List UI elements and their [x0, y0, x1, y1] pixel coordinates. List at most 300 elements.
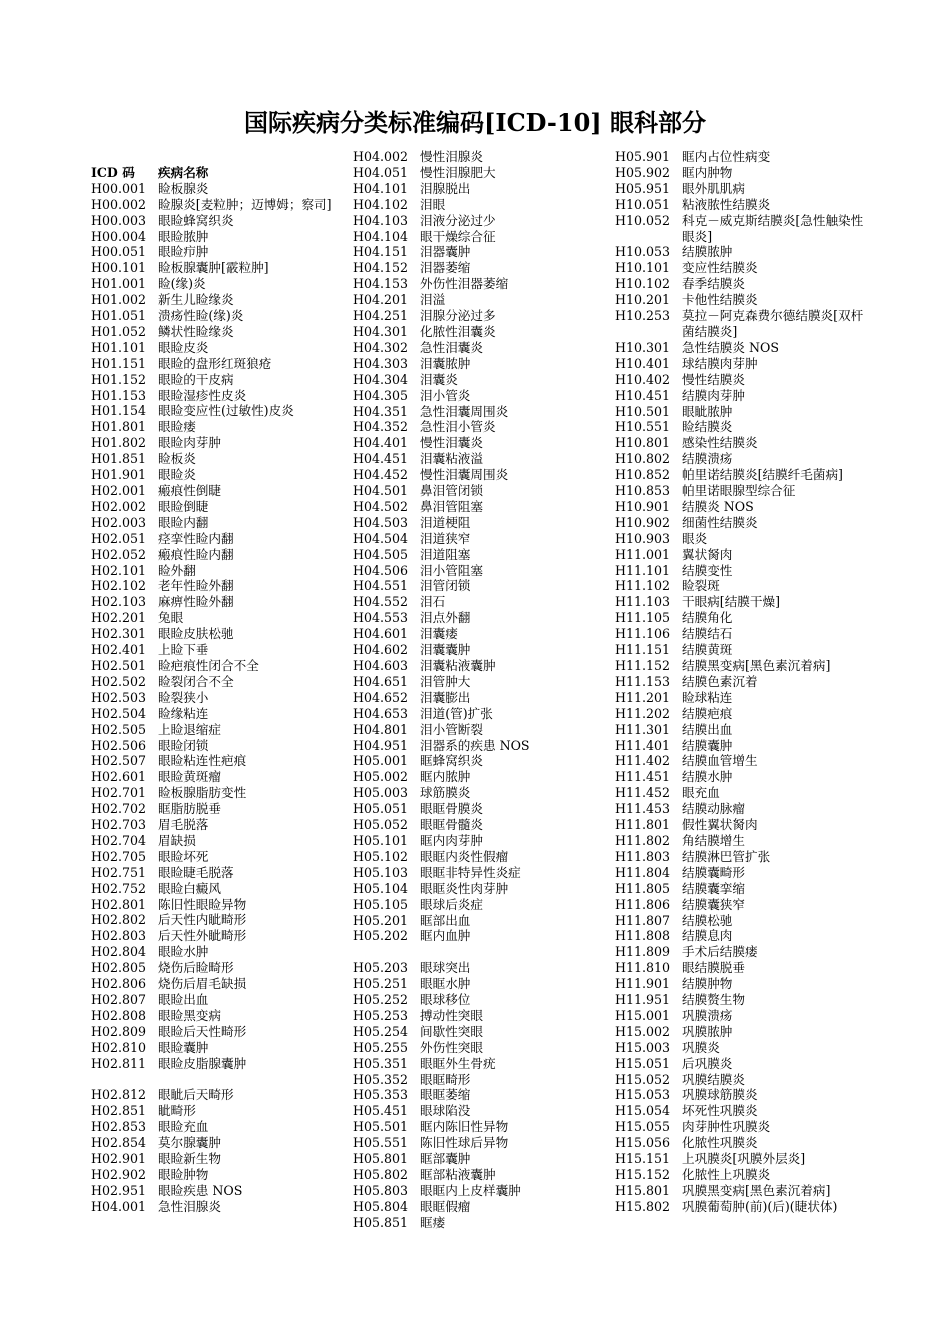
- icd-code: H11.453: [615, 801, 671, 817]
- table-row: [353, 928, 603, 944]
- disease-name: 结膜角化: [682, 610, 733, 626]
- disease-name: 后天性外眦畸形: [158, 928, 247, 944]
- disease-name: 眼球突出: [420, 960, 471, 976]
- icd-code: H02.705: [91, 848, 147, 864]
- disease-name: 眼眶内炎性假瘤: [420, 848, 509, 864]
- icd-code: H05.104: [353, 880, 409, 896]
- icd-code: H04.601: [353, 626, 409, 642]
- disease-name: 急性泪小管炎: [420, 419, 496, 435]
- disease-name: 眼睑肉芽肿: [158, 435, 221, 451]
- table-row: [91, 276, 341, 292]
- table-row: [91, 451, 341, 467]
- disease-name: 搏动性突眼: [420, 1007, 483, 1023]
- disease-name: 眼睑水肿: [158, 944, 209, 960]
- disease-name: 泪道狭窄: [420, 530, 471, 546]
- icd-code: H04.551: [353, 578, 409, 594]
- icd-code: H15.055: [615, 1119, 671, 1135]
- table-row: [615, 340, 867, 356]
- icd-code: H11.808: [615, 928, 671, 944]
- table-row: [615, 690, 867, 706]
- table-row: [615, 1135, 867, 1151]
- disease-name: 结膜动脉瘤: [682, 801, 745, 817]
- disease-name: 莫拉－阿克森费尔德结膜炎[双杆菌结膜炎]: [682, 308, 864, 339]
- icd-code: H15.054: [615, 1103, 671, 1119]
- disease-name: 眼睑黑变病: [158, 1007, 221, 1023]
- disease-name: 兔眼: [158, 610, 184, 626]
- disease-name: 痉挛性睑内翻: [158, 530, 234, 546]
- disease-name: 泪溢: [420, 292, 446, 308]
- disease-name: 结膜囊畸形: [682, 864, 745, 880]
- icd-code: H05.052: [353, 817, 409, 833]
- icd-code: H04.652: [353, 689, 409, 705]
- table-row: [353, 833, 603, 849]
- table-row: [615, 451, 867, 467]
- icd-code: H04.102: [353, 196, 409, 212]
- icd-code: H00.101: [91, 260, 147, 276]
- icd-code: H04.304: [353, 371, 409, 387]
- disease-name: 眶部粘液囊肿: [420, 1166, 496, 1182]
- disease-name: 眉缺损: [158, 832, 196, 848]
- table-row: [91, 626, 341, 642]
- table-row: [615, 419, 867, 435]
- icd-code: H02.101: [91, 562, 147, 578]
- icd-code: H05.803: [353, 1182, 409, 1198]
- icd-code: H11.802: [615, 832, 671, 848]
- disease-name: 泪管闭锁: [420, 578, 471, 594]
- disease-name: 眼眦后天畸形: [158, 1087, 234, 1103]
- icd-code: H11.301: [615, 721, 671, 737]
- disease-name: 老年性睑外翻: [158, 578, 234, 594]
- icd-code: H05.202: [353, 928, 409, 944]
- disease-name: 眼球移位: [420, 992, 471, 1008]
- icd-code: H04.305: [353, 387, 409, 403]
- disease-name: 春季结膜炎: [682, 276, 745, 292]
- table-row: [91, 944, 341, 960]
- table-row: [353, 197, 603, 213]
- table-row: [353, 547, 603, 563]
- icd-code: H10.401: [615, 355, 671, 371]
- icd-code: H11.810: [615, 960, 671, 976]
- table-row: [91, 1024, 341, 1040]
- disease-name: 眼睑新生物: [158, 1151, 221, 1167]
- disease-name: 眼眦脓肿: [682, 403, 733, 419]
- icd-code: H01.052: [91, 323, 147, 339]
- disease-name: 睑(缘)炎: [158, 276, 206, 292]
- disease-name: 眼睑出血: [158, 992, 209, 1008]
- disease-name: 鳞状性睑缘炎: [158, 323, 234, 339]
- disease-name: 眼结膜脱垂: [682, 960, 745, 976]
- disease-name: 眼睑内翻: [158, 514, 209, 530]
- icd-code: H02.752: [91, 880, 147, 896]
- icd-code: H15.002: [615, 1023, 671, 1039]
- disease-name: 睑板腺脂肪变性: [158, 785, 247, 801]
- table-row: [91, 610, 341, 626]
- table-row: [91, 1087, 341, 1103]
- icd-code: H11.901: [615, 976, 671, 992]
- icd-code: H04.051: [353, 164, 409, 180]
- icd-code: H04.001: [91, 1198, 147, 1214]
- icd-code: H00.001: [91, 180, 147, 196]
- icd-code: H05.352: [353, 1071, 409, 1087]
- table-row: [615, 515, 867, 531]
- icd-code: H04.503: [353, 514, 409, 530]
- table-row: [353, 642, 603, 658]
- icd-code: H05.253: [353, 1007, 409, 1023]
- table-row: [91, 515, 341, 531]
- disease-name: 结膜黄斑: [682, 642, 733, 658]
- disease-name: 泪道阻塞: [420, 546, 471, 562]
- disease-name: 眼眶内上皮样囊肿: [420, 1182, 521, 1198]
- disease-name: 眼睑充血: [158, 1119, 209, 1135]
- table-row: [615, 165, 867, 181]
- table-row: [91, 722, 341, 738]
- icd-code: H01.051: [91, 308, 147, 324]
- disease-name: 后巩膜炎: [682, 1055, 733, 1071]
- table-row: [91, 881, 341, 897]
- table-row: [615, 753, 867, 769]
- icd-code: H04.302: [353, 339, 409, 355]
- table-row: [615, 1167, 867, 1183]
- table-row: [353, 913, 603, 929]
- table-row: [91, 897, 341, 913]
- icd-code: H00.003: [91, 212, 147, 228]
- icd-code: H10.853: [615, 483, 671, 499]
- table-row: [615, 149, 867, 165]
- icd-code: H05.252: [353, 992, 409, 1008]
- disease-name: 眼睑睫毛脱落: [158, 864, 234, 880]
- disease-name: 眦畸形: [158, 1103, 196, 1119]
- table-row: [353, 897, 603, 913]
- table-row: [91, 419, 341, 435]
- icd-code: H02.003: [91, 514, 147, 530]
- icd-code: H15.151: [615, 1151, 671, 1167]
- table-row: [353, 594, 603, 610]
- icd-code: H05.353: [353, 1087, 409, 1103]
- disease-name: 结膜囊狭窄: [682, 896, 745, 912]
- icd-code: H11.152: [615, 658, 671, 673]
- icd-code: H11.103: [615, 594, 671, 610]
- table-row: [353, 340, 603, 356]
- table-row: [615, 356, 867, 372]
- disease-name: 外伤性突眼: [420, 1039, 483, 1055]
- table-row: [353, 817, 603, 833]
- table-row: [91, 1056, 341, 1072]
- row-spacer: [91, 1072, 341, 1088]
- table-row: [615, 992, 867, 1008]
- icd-code: H01.101: [91, 339, 147, 355]
- table-row: [353, 1087, 603, 1103]
- disease-name: 慢性泪囊周围炎: [420, 467, 509, 483]
- disease-name: 粘液脓性结膜炎: [682, 196, 771, 212]
- icd-code: H04.153: [353, 276, 409, 292]
- icd-code: H02.901: [91, 1151, 147, 1167]
- disease-name: 鼻泪管闭锁: [420, 483, 483, 499]
- icd-code: H04.603: [353, 658, 409, 673]
- icd-code: H05.551: [353, 1135, 409, 1151]
- disease-name: 化脓性泪囊炎: [420, 323, 496, 339]
- disease-name: 眼睑疖肿: [158, 244, 209, 260]
- disease-name: 泪眼: [420, 196, 446, 212]
- table-row: [615, 674, 867, 690]
- disease-name: 泪器囊肿: [420, 244, 471, 260]
- icd-code: H02.503: [91, 689, 147, 705]
- disease-name: 球筋膜炎: [420, 785, 471, 801]
- disease-name: 睑疤痕性闭合不全: [158, 657, 259, 673]
- table-row: [615, 944, 867, 960]
- icd-code: H04.501: [353, 483, 409, 499]
- table-row: [91, 213, 341, 229]
- icd-code: H10.551: [615, 419, 671, 435]
- table-row: [91, 960, 341, 976]
- table-row: [353, 1215, 603, 1231]
- disease-name: 变应性结膜炎: [682, 260, 758, 276]
- icd-code: H10.802: [615, 451, 671, 467]
- table-row: [615, 547, 867, 563]
- disease-name: 卡他性结膜炎: [682, 292, 758, 308]
- icd-code: H15.051: [615, 1055, 671, 1071]
- table-row: [615, 976, 867, 992]
- disease-name: 巩膜脓肿: [682, 1023, 733, 1039]
- disease-name: 眼睑的干皮病: [158, 371, 234, 387]
- table-row: [91, 738, 341, 754]
- disease-name: 眼睑炎: [158, 467, 196, 483]
- icd-code: H02.812: [91, 1087, 147, 1103]
- icd-code: H02.811: [91, 1055, 147, 1071]
- table-row: [91, 435, 341, 451]
- disease-name: 眼睑疾患 NOS: [158, 1182, 243, 1198]
- icd-code: H05.255: [353, 1039, 409, 1055]
- table-row: [353, 1151, 603, 1167]
- table-row: [353, 1056, 603, 1072]
- table-row: [615, 865, 867, 881]
- table-row: [91, 563, 341, 579]
- table-row: [353, 865, 603, 881]
- table-row: [353, 976, 603, 992]
- disease-name: 结膜赘生物: [682, 992, 745, 1008]
- table-row: [615, 594, 867, 610]
- disease-name: 眼眶畸形: [420, 1071, 471, 1087]
- disease-name: 眼睑皮脂腺囊肿: [158, 1055, 247, 1071]
- icd-code: H11.001: [615, 546, 671, 562]
- disease-name: 睑外翻: [158, 562, 196, 578]
- icd-code: H02.808: [91, 1007, 147, 1023]
- icd-code: H02.854: [91, 1135, 147, 1151]
- table-row: [353, 260, 603, 276]
- table-row: [615, 435, 867, 451]
- icd-code: H00.004: [91, 228, 147, 244]
- table-row: [353, 1024, 603, 1040]
- table-row: [615, 531, 867, 547]
- icd-code: H05.251: [353, 976, 409, 992]
- icd-code: H02.502: [91, 673, 147, 689]
- icd-code: H15.001: [615, 1007, 671, 1023]
- table-row: [91, 1040, 341, 1056]
- icd-code: H10.852: [615, 467, 671, 483]
- icd-code: H15.801: [615, 1182, 671, 1198]
- table-row: [91, 753, 341, 769]
- icd-code: H02.704: [91, 832, 147, 848]
- header-name: 疾病名称: [158, 164, 209, 180]
- table-row: [91, 181, 341, 197]
- icd-code: H05.101: [353, 832, 409, 848]
- disease-name: 眶内脓肿: [420, 769, 471, 785]
- table-row: [353, 753, 603, 769]
- table-row: [353, 276, 603, 292]
- icd-code: H04.502: [353, 498, 409, 514]
- disease-name: 烧伤后睑畸形: [158, 960, 234, 976]
- table-row: [615, 769, 867, 785]
- table-row: [91, 499, 341, 515]
- icd-code: H11.805: [615, 880, 671, 896]
- disease-name: 急性结膜炎 NOS: [682, 339, 779, 355]
- disease-name: 眼眶骨膜炎: [420, 801, 483, 817]
- table-row: [615, 658, 867, 674]
- icd-code: H01.153: [91, 387, 147, 403]
- disease-name: 外伤性泪器萎缩: [420, 276, 509, 292]
- disease-name: 睑球粘连: [682, 689, 733, 705]
- table-row: [91, 801, 341, 817]
- icd-code: H02.601: [91, 769, 147, 785]
- disease-name: 泪点外翻: [420, 610, 471, 626]
- icd-code: H11.807: [615, 912, 671, 928]
- table-row: [91, 229, 341, 245]
- table-row: [91, 785, 341, 801]
- table-row: [91, 865, 341, 881]
- disease-name: 干眼病[结膜干燥]: [682, 594, 780, 610]
- icd-code: H02.703: [91, 817, 147, 833]
- table-row: [91, 1119, 341, 1135]
- icd-code: H05.804: [353, 1198, 409, 1214]
- icd-code: H11.801: [615, 817, 671, 833]
- table-row: [91, 690, 341, 706]
- table-row: [615, 292, 867, 308]
- icd-code: H10.301: [615, 339, 671, 355]
- icd-code: H11.202: [615, 705, 671, 721]
- table-row: [353, 1183, 603, 1199]
- table-row: [91, 976, 341, 992]
- table-row: [353, 992, 603, 1008]
- disease-name: 化脓性巩膜炎: [682, 1135, 758, 1151]
- disease-name: 急性泪囊炎: [420, 339, 483, 355]
- table-row: [353, 881, 603, 897]
- table-row: [353, 563, 603, 579]
- icd-code: H05.003: [353, 785, 409, 801]
- table-row: [615, 928, 867, 944]
- table-row: [353, 404, 603, 420]
- disease-name: 慢性泪囊炎: [420, 435, 483, 451]
- icd-code: H01.002: [91, 292, 147, 308]
- disease-name: 睑裂斑: [682, 578, 720, 594]
- icd-code: H04.452: [353, 467, 409, 483]
- table-row: [91, 642, 341, 658]
- disease-name: 眼睑蜂窝织炎: [158, 212, 234, 228]
- disease-name: 泪管肿大: [420, 673, 471, 689]
- disease-name: 结膜肿物: [682, 976, 733, 992]
- disease-name: 慢性泪腺炎: [420, 149, 483, 164]
- disease-name: 科克－威克斯结膜炎[急性触染性眼炎]: [682, 212, 864, 244]
- disease-name: 眼睑倒睫: [158, 498, 209, 514]
- table-row: [615, 897, 867, 913]
- table-row: [615, 244, 867, 260]
- table-row: [91, 340, 341, 356]
- icd-code: H04.351: [353, 403, 409, 419]
- table-row: [353, 706, 603, 722]
- icd-code: H11.402: [615, 753, 671, 769]
- disease-name: 瘢痕性倒睫: [158, 483, 221, 499]
- table-row: [353, 626, 603, 642]
- disease-name: 眼眶假瘤: [420, 1198, 471, 1214]
- table-row: [353, 499, 603, 515]
- disease-name: 结膜息肉: [682, 928, 733, 944]
- icd-code: H15.003: [615, 1039, 671, 1055]
- table-row: [353, 849, 603, 865]
- icd-code: H02.051: [91, 530, 147, 546]
- icd-code: H05.951: [615, 180, 671, 196]
- table-row: [615, 213, 867, 245]
- icd-code: H11.401: [615, 737, 671, 753]
- table-row: [91, 531, 341, 547]
- icd-code: H02.506: [91, 737, 147, 753]
- table-row: [91, 388, 341, 404]
- icd-code: H15.152: [615, 1167, 671, 1182]
- table-row: [615, 960, 867, 976]
- table-row: [353, 149, 603, 165]
- table-row: [353, 674, 603, 690]
- disease-name: 泪囊瘘: [420, 626, 458, 642]
- disease-name: 眼睑囊肿: [158, 1039, 209, 1055]
- disease-name: 细菌性结膜炎: [682, 514, 758, 530]
- disease-name: 泪囊脓肿: [420, 355, 471, 371]
- table-row: [615, 1087, 867, 1103]
- icd-code: H05.351: [353, 1055, 409, 1071]
- disease-name: 睑缘粘连: [158, 705, 209, 721]
- disease-name: 眶部出血: [420, 912, 471, 928]
- table-row: [615, 197, 867, 213]
- disease-name: 睑腺炎[麦粒肿；迈博姆；察司]: [158, 196, 332, 212]
- table-row: [91, 356, 341, 372]
- table-row: [615, 499, 867, 515]
- table-row: [615, 1008, 867, 1024]
- table-row: [615, 849, 867, 865]
- table-row: [353, 181, 603, 197]
- table-row: [615, 1024, 867, 1040]
- table-row: [615, 785, 867, 801]
- table-row: [615, 372, 867, 388]
- icd-code: H11.153: [615, 673, 671, 689]
- table-row: [353, 1072, 603, 1088]
- icd-code: H02.807: [91, 992, 147, 1008]
- table-row: [353, 213, 603, 229]
- disease-name: 感染性结膜炎: [682, 435, 758, 451]
- disease-name: 泪囊炎: [420, 371, 458, 387]
- table-row: [91, 1151, 341, 1167]
- table-row: [353, 738, 603, 754]
- icd-code: H02.804: [91, 944, 147, 960]
- icd-code: H11.452: [615, 785, 671, 801]
- table-row: [353, 229, 603, 245]
- header-code: ICD 码: [91, 164, 135, 180]
- disease-name: 眶内血肿: [420, 928, 471, 944]
- row-spacer: [91, 149, 341, 165]
- icd-code: H04.653: [353, 705, 409, 721]
- icd-code: H05.201: [353, 912, 409, 928]
- table-row: [615, 1119, 867, 1135]
- disease-name: 泪器系的疾患 NOS: [420, 737, 530, 753]
- disease-name: 泪囊粘液溢: [420, 451, 483, 467]
- icd-code: H01.151: [91, 355, 147, 371]
- table-row: [91, 769, 341, 785]
- disease-name: 慢性泪腺肥大: [420, 164, 496, 180]
